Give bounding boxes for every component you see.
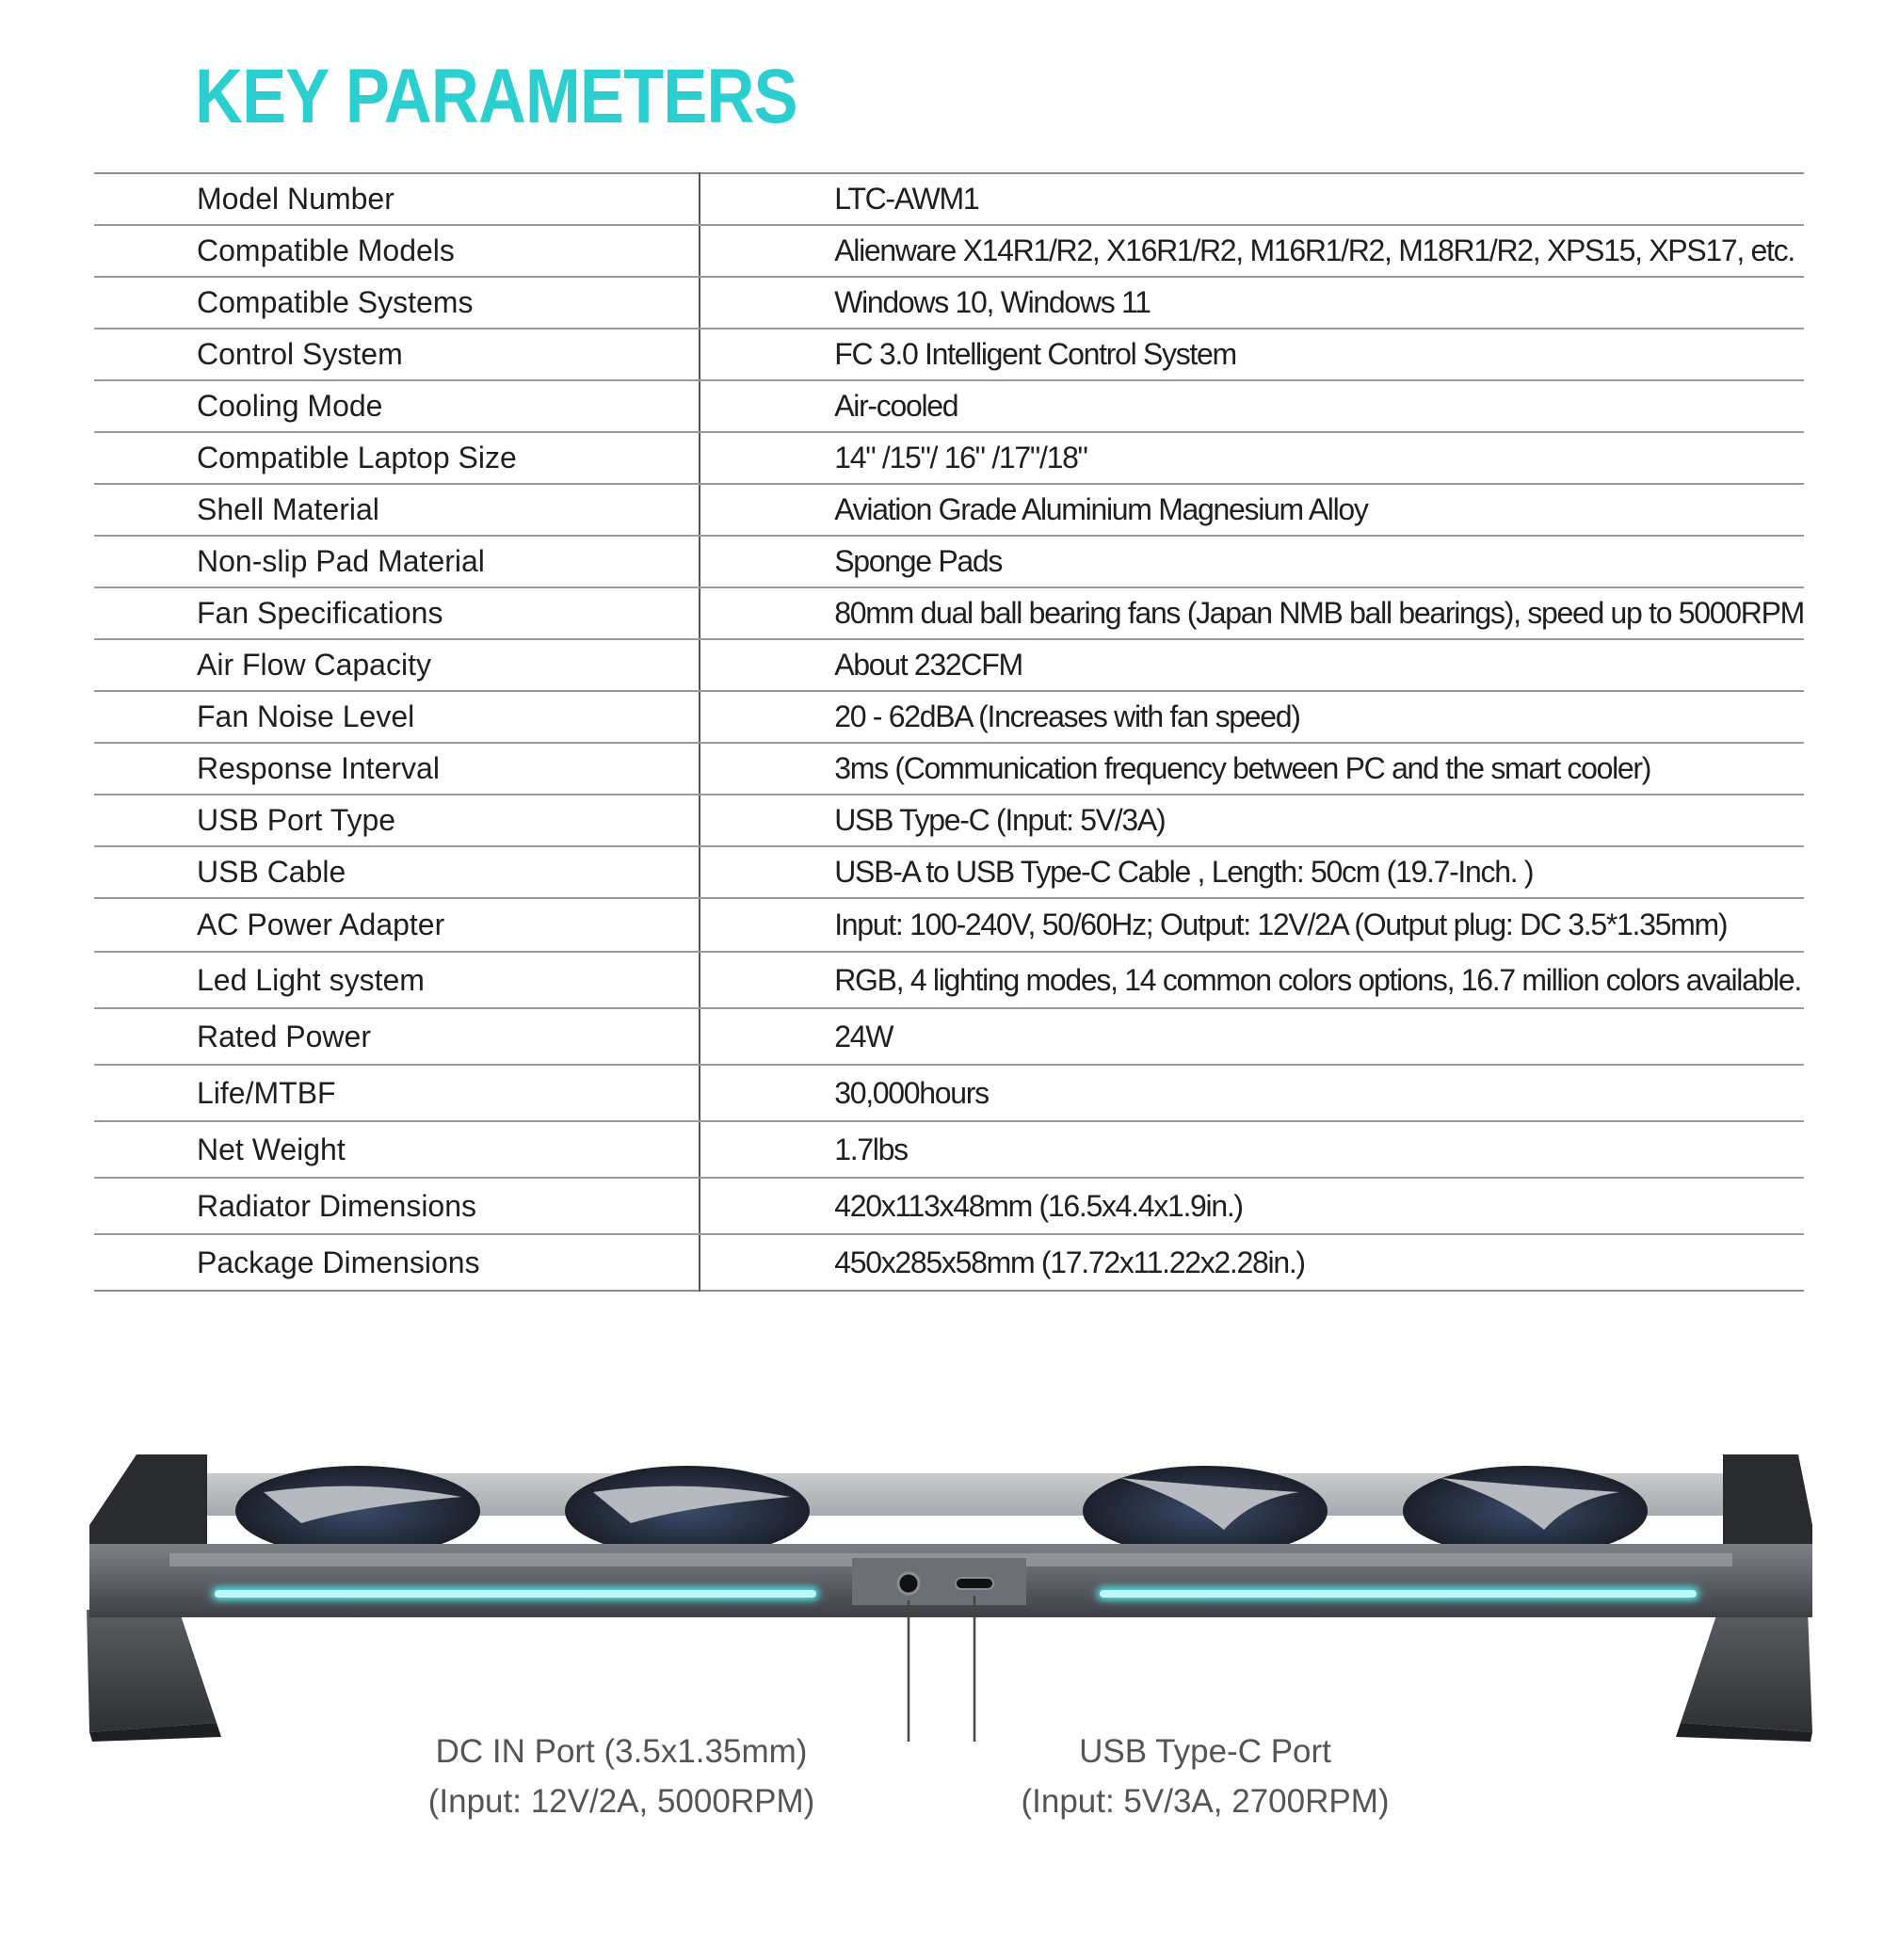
table-row [94,173,1804,225]
spec-value-compatible-systems: Windows 10, Windows 11 [700,277,1804,329]
dc-port-detail: (Input: 12V/2A, 5000RPM) [427,1783,815,1820]
spec-label-fan-specifications: Fan Specifications [94,587,700,639]
spec-value-pad-material: Sponge Pads [700,536,1804,587]
left-leg [87,1610,221,1742]
spec-label-rated-power: Rated Power [94,1008,700,1065]
usb-c-port-icon [956,1578,993,1589]
spec-value-response-interval: 3ms (Communication frequency between PC and the smart cooler) [700,743,1804,795]
spec-value-model-number: LTC-AWM1 [700,173,1804,225]
spec-label-usb-port-type: USB Port Type [94,795,700,846]
page-title: KEY PARAMETERS [195,54,797,139]
table-row [94,1121,1804,1178]
spec-label-net-weight: Net Weight [94,1121,700,1178]
table-row [94,484,1804,536]
left-pad [89,1454,207,1553]
dc-port-title: DC IN Port (3.5x1.35mm) [435,1733,808,1770]
right-leg [1676,1610,1812,1742]
spec-value-radiator-dimensions: 420x113x48mm (16.5x4.4x1.9in.) [700,1178,1804,1234]
table-row [94,587,1804,639]
table-row [94,277,1804,329]
spec-value-usb-cable: USB-A to USB Type-C Cable , Length: 50cm (19.7-Inch. ) [700,846,1804,898]
usb-port-detail: (Input: 5V/3A, 2700RPM) [1021,1783,1390,1820]
led-strip-left [212,1587,819,1600]
dc-leader-line [857,1600,909,1742]
cooler-product-image [75,1440,1827,1742]
table-row [94,898,1804,952]
table-row [94,1065,1804,1121]
spec-value-fan-specifications: 80mm dual ball bearing fans (Japan NMB ball bearings), speed up to 5000RPM [700,587,1804,639]
usb-leader-line [974,1596,1036,1742]
table-row [94,639,1804,691]
usb-port-callout [1007,1727,1403,1826]
spec-label-usb-cable: USB Cable [94,846,700,898]
spec-value-led-light: RGB, 4 lighting modes, 14 common colors options, 16.7 million colors available. [700,952,1804,1008]
table-row [94,536,1804,587]
usb-port-title: USB Type-C Port [1079,1733,1331,1770]
spec-value-ac-adapter: Input: 100-240V, 50/60Hz; Output: 12V/2A (Output plug: DC 3.5*1.35mm) [700,898,1804,952]
right-pad [1723,1454,1812,1553]
spec-label-package-dimensions: Package Dimensions [94,1234,700,1291]
spec-value-air-flow: About 232CFM [700,639,1804,691]
spec-value-shell-material: Aviation Grade Aluminium Magnesium Alloy [700,484,1804,536]
dc-port-callout [414,1727,829,1826]
spec-label-control-system: Control System [94,329,700,380]
spec-value-rated-power: 24W [700,1008,1804,1065]
spec-label-fan-noise: Fan Noise Level [94,691,700,743]
spec-label-led-light: Led Light system [94,952,700,1008]
table-row [94,691,1804,743]
spec-value-package-dimensions: 450x285x58mm (17.72x11.22x2.28in.) [834,1245,1305,1279]
spec-value-laptop-size: 14" /15"/ 16" /17"/18" [700,432,1804,484]
spec-label-ac-adapter: AC Power Adapter [94,898,700,952]
dc-in-port-icon [898,1573,919,1594]
spec-value-fan-noise: 20 - 62dBA (Increases with fan speed) [700,691,1804,743]
table-row [94,846,1804,898]
table-row [94,1008,1804,1065]
spec-value-compatible-models: Alienware X14R1/R2, X16R1/R2, M16R1/R2, M18R1/R2, XPS15, XPS17, etc. [700,225,1804,277]
table-row [94,329,1804,380]
table-row [94,952,1804,1008]
spec-value-life-mtbf: 30,000hours [700,1065,1804,1121]
spec-label-model-number: Model Number [94,173,700,225]
spec-label-compatible-systems: Compatible Systems [94,277,700,329]
table-row [94,225,1804,277]
key-parameters-table [94,172,1804,1292]
table-row [94,432,1804,484]
spec-label-cooling-mode: Cooling Mode [94,380,700,432]
spec-label-response-interval: Response Interval [94,743,700,795]
spec-value-control-system: FC 3.0 Intelligent Control System [700,329,1804,380]
spec-label-compatible-models: Compatible Models [94,225,700,277]
spec-label-pad-material: Non-slip Pad Material [94,536,700,587]
spec-label-life-mtbf: Life/MTBF [94,1065,700,1121]
led-strip-right [1097,1587,1699,1600]
table-row [94,380,1804,432]
table-row [94,795,1804,846]
spec-value-cooling-mode: Air-cooled [700,380,1804,432]
table-row [94,743,1804,795]
spec-label-radiator-dimensions: Radiator Dimensions [94,1178,700,1234]
port-panel [852,1558,1026,1605]
spec-value-usb-port-type: USB Type-C (Input: 5V/3A) [700,795,1804,846]
table-row [94,1178,1804,1234]
spec-value-net-weight: 1.7lbs [700,1121,1804,1178]
spec-label-laptop-size: Compatible Laptop Size [94,432,700,484]
spec-label-air-flow: Air Flow Capacity [94,639,700,691]
spec-label-shell-material: Shell Material [94,484,700,536]
table-row [94,1234,1804,1291]
